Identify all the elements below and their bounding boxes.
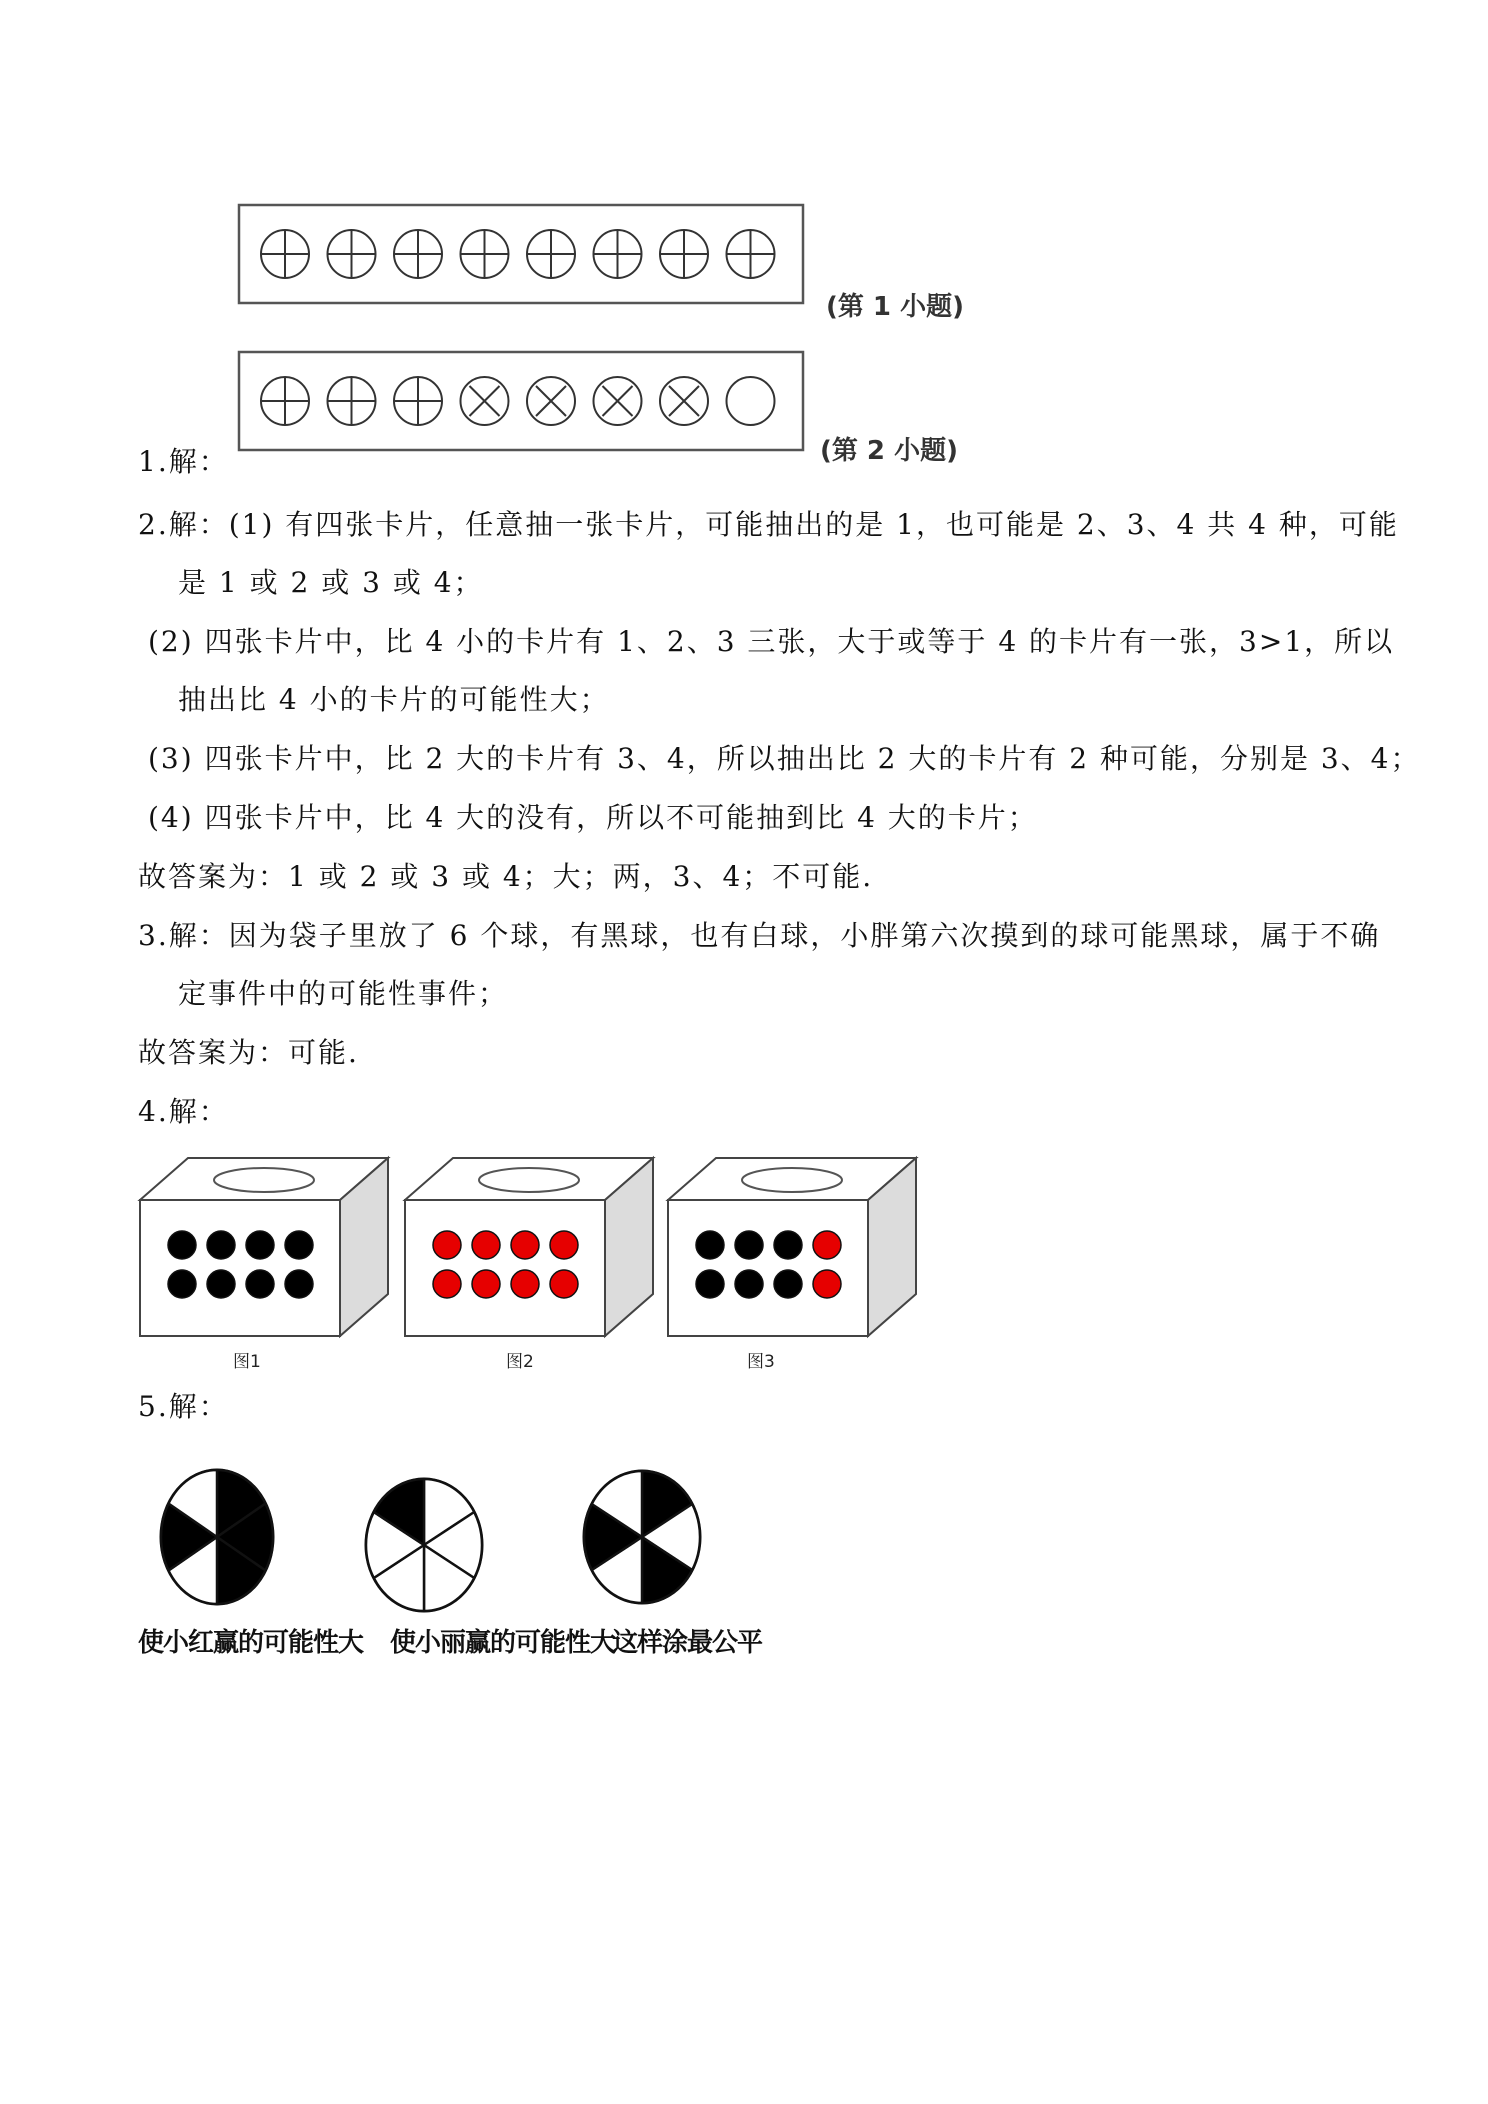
ball-plus-icon — [328, 230, 376, 278]
q4-boxes — [140, 1158, 916, 1336]
black-ball-icon — [285, 1231, 313, 1259]
ball-plus-icon — [594, 230, 642, 278]
spinner-sector — [424, 1545, 474, 1611]
ball-x-icon — [594, 377, 642, 425]
spinner-sector — [592, 1537, 642, 1603]
spinner-sector — [161, 1504, 217, 1571]
q5-spinners — [161, 1470, 700, 1611]
q4-fig2-caption: 图2 — [506, 1352, 534, 1372]
box-hole — [214, 1168, 314, 1192]
ball-line — [603, 386, 633, 416]
black-ball-icon — [285, 1270, 313, 1298]
spinner-sector — [642, 1471, 692, 1537]
box-hole — [742, 1168, 842, 1192]
ball-plus-icon — [527, 230, 575, 278]
spinner-sector — [366, 1512, 424, 1578]
ball-x-icon — [660, 377, 708, 425]
q5-caption-1: 使小红赢的可能性大 — [138, 1628, 364, 1658]
q5-label: 5.解： — [138, 1390, 229, 1423]
black-ball-icon — [246, 1231, 274, 1259]
spinner-icon — [366, 1479, 482, 1611]
red-ball-icon — [433, 1270, 461, 1298]
box-side — [868, 1158, 916, 1336]
q2-line-6: (4) 四张卡片中，比 4 大的没有，所以不可能抽到比 4 大的卡片； — [148, 801, 1038, 834]
spinner-sector — [642, 1537, 692, 1603]
spinner-sector — [584, 1504, 642, 1570]
box-front — [405, 1200, 605, 1336]
ball-plus-icon — [328, 377, 376, 425]
black-ball-icon — [774, 1270, 802, 1298]
ball-plus-icon — [727, 230, 775, 278]
red-ball-icon — [433, 1231, 461, 1259]
box-side — [340, 1158, 388, 1336]
q5-caption-3: 这样涂最公平 — [612, 1628, 763, 1658]
red-ball-icon — [813, 1270, 841, 1298]
ball-line — [669, 386, 699, 416]
box-front — [140, 1200, 340, 1336]
black-ball-icon — [735, 1231, 763, 1259]
q1-box-1-frame — [239, 205, 803, 303]
q2-line-1: 2.解：(1) 有四张卡片，任意抽一张卡片，可能抽出的是 1，也可能是 2、3、4 共 4 种，可能 — [138, 508, 1399, 541]
spinner-sector — [424, 1479, 474, 1545]
red-ball-icon — [511, 1231, 539, 1259]
q1-label: 1.解： — [138, 445, 229, 478]
q2-answer: 故答案为：1 或 2 或 3 或 4；大；两，3、4；不可能. — [138, 860, 874, 893]
ball-plus-icon — [660, 230, 708, 278]
ball-x-icon — [527, 377, 575, 425]
red-ball-icon — [472, 1270, 500, 1298]
ball-plus-icon — [461, 230, 509, 278]
q1-caption-2: (第 2 小题) — [820, 436, 958, 466]
red-ball-icon — [813, 1231, 841, 1259]
red-ball-icon — [550, 1231, 578, 1259]
black-ball-icon — [735, 1270, 763, 1298]
ball-empty-icon — [727, 377, 775, 425]
ball-line — [536, 386, 566, 416]
q2-line-5: (3) 四张卡片中，比 2 大的卡片有 3、4，所以抽出比 2 大的卡片有 2 种可能，分别是 3、4； — [148, 742, 1421, 775]
q2-line-3: (2) 四张卡片中，比 4 小的卡片有 1、2、3 三张，大于或等于 4 的卡片有一张，3>1，所以 — [148, 625, 1395, 658]
q2-line-4: 抽出比 4 小的卡片的可能性大； — [178, 683, 610, 716]
ball-plus-icon — [261, 377, 309, 425]
box-top — [405, 1158, 653, 1200]
black-ball-icon — [168, 1231, 196, 1259]
ball-plus-icon — [394, 377, 442, 425]
q4-fig3-caption: 图3 — [747, 1352, 775, 1372]
black-ball-icon — [207, 1231, 235, 1259]
ball-line — [536, 386, 566, 416]
q3-line-2: 定事件中的可能性事件； — [178, 977, 509, 1010]
spinner-icon — [584, 1471, 700, 1603]
black-ball-icon — [774, 1231, 802, 1259]
box-side — [605, 1158, 653, 1336]
spinner-sector — [374, 1479, 424, 1545]
spinner-sector — [217, 1504, 273, 1571]
box-top — [140, 1158, 388, 1200]
ball-line — [470, 386, 500, 416]
q1-box-2-frame — [239, 352, 803, 450]
spinner-sector — [217, 1537, 265, 1604]
ball-x-icon — [461, 377, 509, 425]
ball-line — [669, 386, 699, 416]
spinner-sector — [642, 1504, 700, 1570]
box-front — [668, 1200, 868, 1336]
spinner-sector — [169, 1470, 217, 1537]
red-ball-icon — [472, 1231, 500, 1259]
q4-label: 4.解： — [138, 1095, 229, 1128]
ball-plus-icon — [261, 230, 309, 278]
q1-row2-box — [239, 352, 803, 450]
spinner-icon — [161, 1470, 273, 1604]
black-ball-icon — [168, 1270, 196, 1298]
black-ball-icon — [246, 1270, 274, 1298]
black-ball-icon — [696, 1270, 724, 1298]
ball-line — [603, 386, 633, 416]
q1-row1-box — [239, 205, 803, 303]
black-ball-icon — [696, 1231, 724, 1259]
spinner-sector — [592, 1471, 642, 1537]
box-hole — [479, 1168, 579, 1192]
spinner-sector — [424, 1512, 482, 1578]
spinner-sector — [217, 1470, 265, 1537]
q1-caption-1: (第 1 小题) — [826, 292, 964, 322]
red-ball-icon — [550, 1270, 578, 1298]
q5-caption-2: 使小丽赢的可能性大 — [390, 1628, 616, 1658]
black-ball-icon — [207, 1270, 235, 1298]
q3-line-1: 3.解：因为袋子里放了 6 个球，有黑球，也有白球，小胖第六次摸到的球可能黑球，属于不确 — [138, 919, 1381, 952]
ball-plus-icon — [394, 230, 442, 278]
q4-fig1-caption: 图1 — [233, 1352, 261, 1372]
box-top — [668, 1158, 916, 1200]
spinner-sector — [169, 1537, 217, 1604]
q3-answer: 故答案为：可能. — [138, 1036, 359, 1069]
red-ball-icon — [511, 1270, 539, 1298]
q2-line-2: 是 1 或 2 或 3 或 4； — [178, 566, 484, 599]
ball-line — [470, 386, 500, 416]
spinner-sector — [374, 1545, 424, 1611]
